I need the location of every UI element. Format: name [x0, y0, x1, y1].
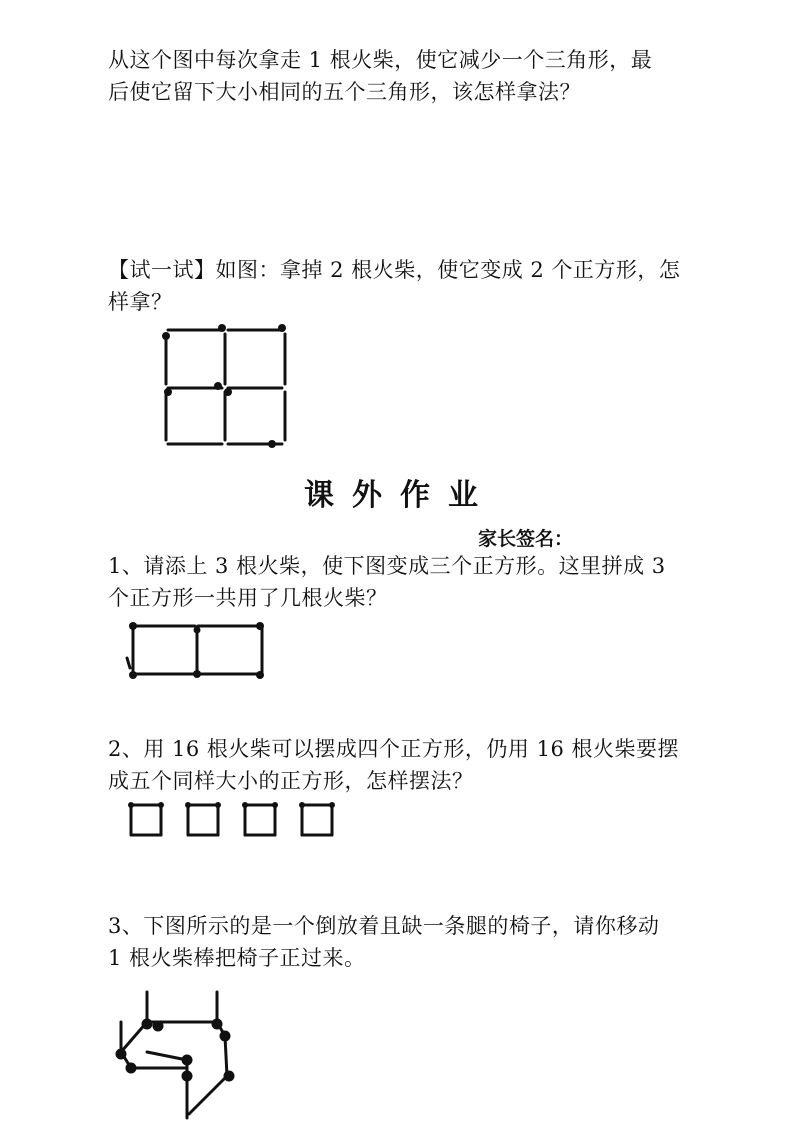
- try-it-line-2: 样拿？: [108, 290, 173, 314]
- parent-signature-label: 家长签名：: [478, 528, 574, 550]
- intro-line-2: 后使它留下大小相同的五个三角形，该怎样拿法？: [108, 80, 581, 104]
- q2-line-1: 2、用 16 根火柴可以摆成四个正方形，仍用 16 根火柴要摆: [108, 737, 680, 761]
- homework-title: 课外作业: [304, 478, 496, 513]
- q3-line-1: 3、下图所示的是一个倒放着且缺一条腿的椅子，请你移动: [108, 914, 660, 938]
- intro-line-1: 从这个图中每次拿走 1 根火柴，使它减少一个三角形，最: [108, 48, 653, 72]
- try-it-line-1: 【试一试】如图：拿掉 2 根火柴，使它变成 2 个正方形，怎: [108, 258, 681, 282]
- q1-line-1: 1、请添上 3 根火柴，使下图变成三个正方形。这里拼成 3: [108, 554, 666, 578]
- q1-line-2: 个正方形一共用了几根火柴？: [108, 586, 388, 610]
- q2-line-2: 成五个同样大小的正方形，怎样摆法？: [108, 769, 474, 793]
- q3-line-2: 1 根火柴棒把椅子正过来。: [108, 946, 366, 970]
